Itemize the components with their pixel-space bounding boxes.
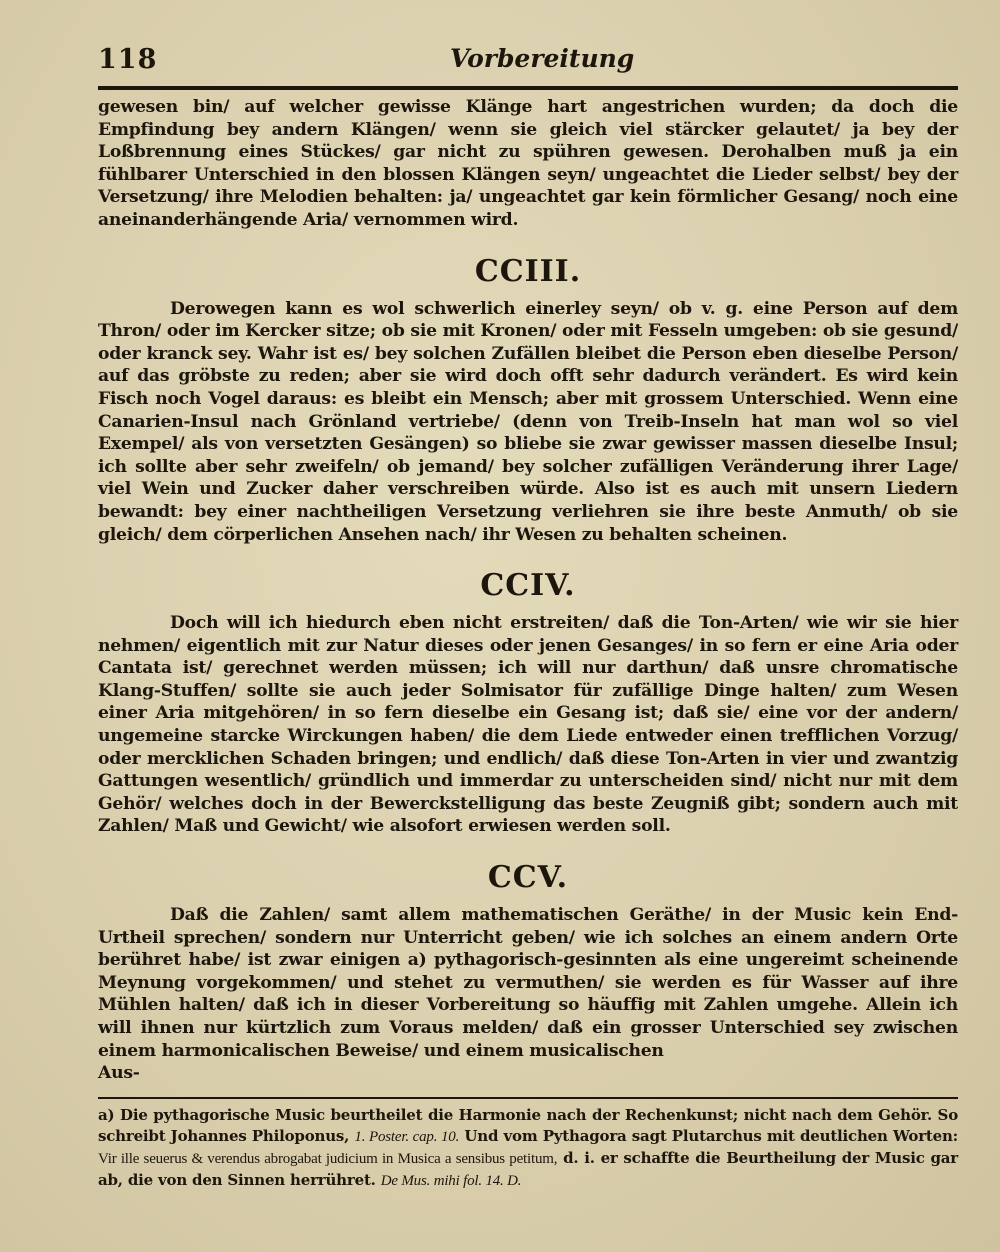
body-text (98, 96, 958, 1085)
catchword: Aus- (98, 1063, 140, 1084)
footnote-text (98, 1105, 958, 1192)
section-heading-cciv: CCIV. (480, 568, 576, 604)
running-title: Vorbereitung (450, 44, 635, 73)
footnote-mark: a) (98, 1105, 115, 1124)
header-rule (98, 86, 958, 90)
footnote-rule (98, 1097, 958, 1099)
paragraph-continued: gewesen bin/ auf welcher gewisse Klänge hart angestrichen wurden; da doch die Empfindung bey andern Klängen/ wenn sie gleich viel stärcker gelautet/ ja bey der Loßbrennung eines Stückes/ gar nicht zu spühren gewesen. Derohalben muß ja ein fühlbarer Unterschied in den blossen Klängen seyn/ ungeachtet die Lieder selbst/ bey der Versetzung/ ihre Melodien behalten: ja/ ungeachtet gar kein förmlicher Gesang/ noch eine aneinanderhängende Aria/ vernommen wird. (98, 97, 958, 230)
paragraph-cciv: Doch will ich hiedurch eben nicht erstreiten/ daß die Ton-Arten/ wie wir sie hier nehmen/ eigentlich mit zur Natur dieses oder jenen Gesanges/ in so fern er eine Aria oder Cantata ist/ gerechnet werden müssen; ich will nur darthun/ daß unsre chromatische Klang-Stuffen/ sollte sie auch jeder Solmisator für zufällige Dinge halten/ zum Wesen einer Aria mitgehören/ in so fern dieselbe ein Gesang ist; daß sie/ eine vor der andern/ ungemeine starcke Wirckungen haben/ die dem Liede entweder einen trefflichen Vorzug/ oder mercklichen Schaden bringen; und endlich/ daß diese Ton-Arten in vier und zwantzig Gattungen wesentlich/ gründlich und immerdar zu unterscheiden sind/ nicht nur mit dem Gehör/ welches doch in der Bewerckstelligung das beste Zeugniß gibt; sondern auch mit Zahlen/ Maß und Gewicht/ wie alsofort erwiesen werden soll. (98, 613, 958, 837)
footnote (98, 1105, 958, 1192)
footnote-latin-quote: Vir ille seuerus & verendus abrogabat judicium in Musica a sensibus petitum, (98, 1150, 558, 1167)
page-number: 118 (98, 44, 158, 75)
footnote-citation-philoponus: 1. Poster. cap. 10. (354, 1128, 460, 1145)
footnote-part3: d. i. er schaffte die Beurtheilung der Music gar ab, die von den Sinnen herrühret. (98, 1148, 958, 1189)
paragraph-ccv (98, 904, 958, 1062)
footnote-citation-plutarch: De Mus. mihi fol. 14. D. (380, 1172, 522, 1189)
paragraph-cciii: Derowegen kann es wol schwerlich einerley seyn/ ob v. g. eine Person auf dem Thron/ oder im Kercker sitze; ob sie mit Kronen/ oder mit Fesseln umgeben: ob sie gesund/ oder kranck sey. Wahr ist es/ bey solchen Zufällen bleibet die Person eben dieselbe Person/ auf das gröbste zu reden; aber sie wird doch offt sehr dadurch verändert. Es wird kein Fisch noch Vogel daraus: es bleibt ein Mensch; aber mit grossem Unterschied. Wenn eine Canarien-Insul nach Grönland vertriebe/ (denn von Treib-Inseln hat man wol so viel Exempel/ als von versetzten Gesängen) so bliebe sie zwar gewisser massen dieselbe Insul; ich sollte aber sehr zweifeln/ ob jemand/ bey solcher zufälligen Veränderung ihrer Lage/ viel Wein und Zucker daher verschreiben würde. Also ist es auch mit unsern Liedern bewandt: bey einer nachtheiligen Versetzung verliehren sie ihre beste Anmuth/ ob sie gleich/ dem cörperlichen Ansehen nach/ ihr Wesen zu behalten scheinen. (98, 298, 958, 545)
footnote-part1: Die pythagorische Music beurtheilet die Harmonie nach der Rechenkunst; nicht nach dem Gehör. So schreibt Johannes Philoponus, (98, 1105, 958, 1145)
footnote-reference: a) (407, 950, 427, 971)
paragraph-ccv-part2: pythagorisch-gesinnten als eine ungereimt scheinende Meynung vorgekommen/ und stehet zu vermuthen/ sie werden es für Wasser auf ihre Mühlen halten/ daß ich in dieser Vorbereitung so häuffig mit Zahlen umgehe. Allein ich will ihnen nur kürtzlich zum Voraus melden/ daß ein grosser Unterschied sey zwischen einem harmonicalischen Beweise/ und einem musicalischen (98, 950, 959, 1061)
paragraph-ccv-part1: Daß die Zahlen/ samt allem mathematischen Geräthe/ in der Music kein End-Urtheil sprechen/ sondern nur Unterricht geben/ wie ich solches an einem andern Orte berühret habe/ ist zwar einigen (98, 905, 958, 971)
section-heading-cciii: CCIII. (474, 253, 582, 289)
section-heading-ccv: CCV. (487, 860, 569, 896)
footnote-part2: Und vom Pythagora sagt Plutarchus mit deutlichen Worten: (464, 1126, 959, 1145)
running-head (98, 40, 958, 88)
